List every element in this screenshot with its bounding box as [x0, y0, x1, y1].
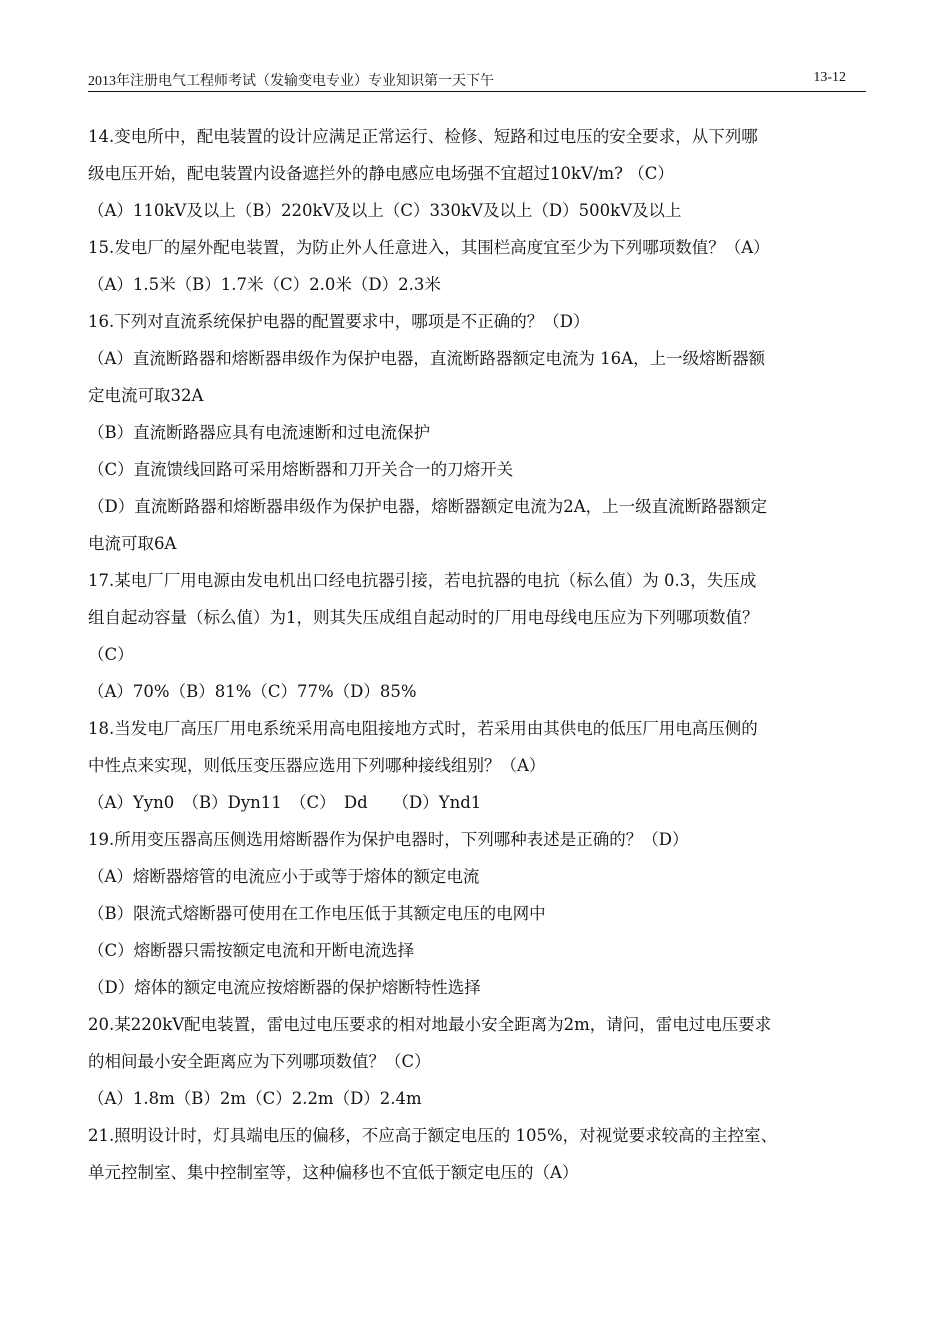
- text-line: （D）直流断路器和熔断器串级作为保护电器，熔断器额定电流为2A，上一级直流断路器额定: [88, 497, 768, 516]
- text-line: （B）限流式熔断器可使用在工作电压低于其额定电压的电网中: [88, 904, 546, 923]
- text-line: （A）110kV及以上（B）220kV及以上（C）330kV及以上（D）500kV及以上: [88, 201, 682, 220]
- text-line: （C）直流馈线回路可采用熔断器和刀开关合一的刀熔开关: [88, 460, 514, 479]
- text-line: （A）熔断器熔管的电流应小于或等于熔体的额定电流: [88, 867, 480, 886]
- text-line: 21.照明设计时，灯具端电压的偏移，不应高于额定电压的 105%，对视觉要求较高的主控室、: [88, 1126, 778, 1145]
- text-line: 14.变电所中，配电装置的设计应满足正常运行、检修、短路和过电压的安全要求，从下列哪: [88, 127, 758, 146]
- text-line: （A）1.5米（B）1.7米（C）2.0米（D）2.3米: [88, 275, 441, 294]
- text-line: 15.发电厂的屋外配电装置，为防止外人任意进入，其围栏高度宜至少为下列哪项数值？（A）: [88, 238, 770, 257]
- text-line: 19.所用变压器高压侧选用熔断器作为保护电器时，下列哪种表述是正确的？（D）: [88, 830, 689, 849]
- text-line: （A）Yyn0 （B）Dyn11 （C） Dd （D）Ynd1: [88, 793, 482, 812]
- text-line: 单元控制室、集中控制室等，这种偏移也不宜低于额定电压的（A）: [88, 1163, 579, 1182]
- text-line: （C）: [88, 645, 134, 664]
- text-line: （A）1.8m（B）2m（C）2.2m（D）2.4m: [88, 1089, 422, 1108]
- text-line: 18.当发电厂高压厂用电系统采用高电阻接地方式时，若采用由其供电的低压厂用电高压侧的: [88, 719, 758, 738]
- header-page-number: 13-12: [813, 70, 846, 85]
- text-line: 定电流可取32A: [88, 386, 204, 405]
- header-title: 2013年注册电气工程师考试（发输变电专业）专业知识第一天下午: [88, 74, 494, 89]
- text-line: 组自起动容量（标么值）为1，则其失压成组自起动时的厂用电母线电压应为下列哪项数值？: [88, 608, 759, 627]
- text-line: （A）直流断路器和熔断器串级作为保护电器，直流断路器额定电流为 16A，上一级熔断器额: [88, 349, 766, 368]
- text-line: （A）70%（B）81%（C）77%（D）85%: [88, 682, 417, 701]
- text-line: 中性点来实现，则低压变压器应选用下列哪种接线组别？（A）: [88, 756, 546, 775]
- text-line: （B）直流断路器应具有电流速断和过电流保护: [88, 423, 431, 442]
- text-line: 的相间最小安全距离应为下列哪项数值？（C）: [88, 1052, 431, 1071]
- text-line: 17.某电厂厂用电源由发电机出口经电抗器引接，若电抗器的电抗（标么值）为 0.3，失压成: [88, 571, 757, 590]
- text-line: 20.某220kV配电装置，雷电过电压要求的相对地最小安全距离为2m，请问，雷电过电压要求: [88, 1015, 772, 1034]
- text-line: （D）熔体的额定电流应按熔断器的保护熔断特性选择: [88, 978, 481, 997]
- question-content: [88, 118, 866, 1191]
- page-header: [88, 67, 866, 92]
- text-line: 级电压开始，配电装置内设备遮拦外的静电感应电场强不宜超过10kV/m? （C）: [88, 164, 674, 183]
- text-line: 电流可取6A: [88, 534, 177, 553]
- text-line: 16.下列对直流系统保护电器的配置要求中，哪项是不正确的？（D）: [88, 312, 590, 331]
- text-line: （C）熔断器只需按额定电流和开断电流选择: [88, 941, 415, 960]
